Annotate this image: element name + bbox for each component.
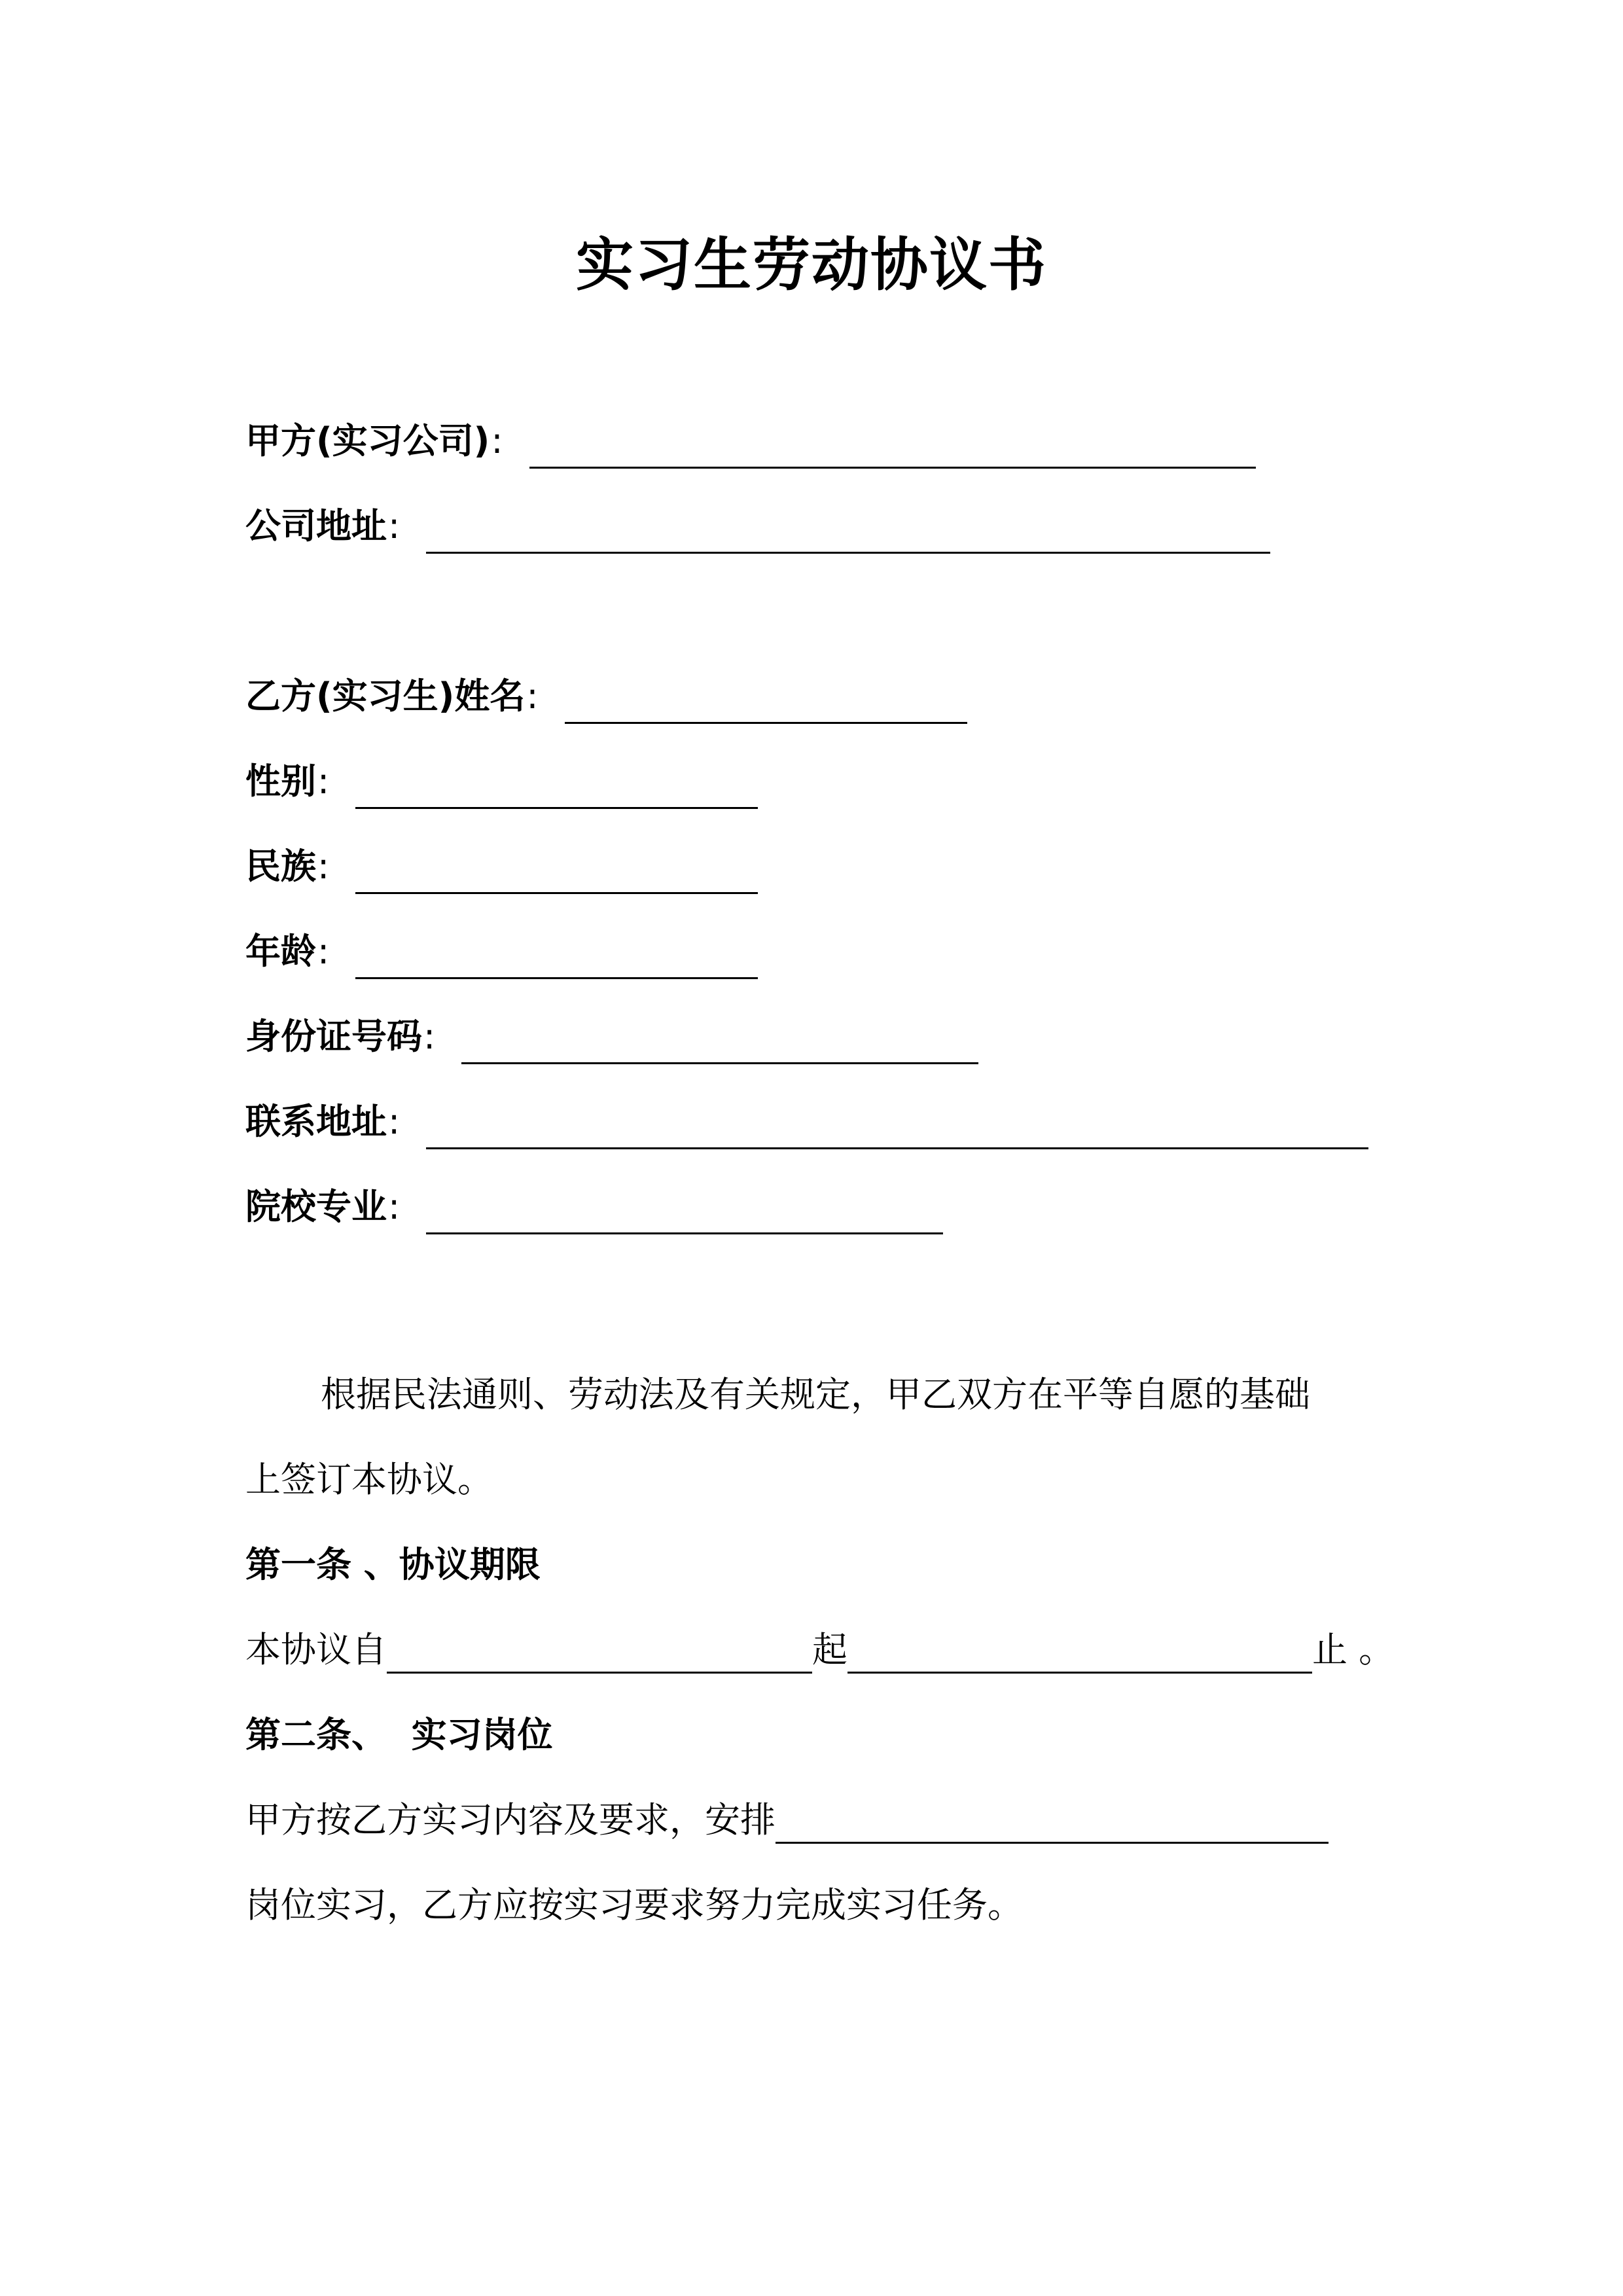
company-address-colon: : (388, 505, 401, 547)
id-number-label: 身份证号码 (245, 1016, 422, 1057)
ethnicity-label: 民族 (245, 846, 316, 887)
article1-text-mid: 起 (812, 1629, 847, 1670)
ethnicity-field (245, 831, 758, 890)
company-address-label: 公司地址 (245, 505, 387, 547)
article1-text (245, 1626, 1397, 1674)
article2-position-blank[interactable] (776, 1799, 1329, 1844)
company-address-field (245, 491, 1270, 550)
school-major-label: 院校专业 (245, 1186, 387, 1227)
age-label: 年龄 (245, 931, 316, 972)
gender-blank-line[interactable] (355, 761, 758, 809)
article1-text-prefix: 本协议自 (245, 1629, 387, 1670)
article2-text-line2: 岗位实习，乙方应按实习要求努力完成实习任务。 (245, 1884, 1023, 1926)
student-name-field (245, 661, 967, 720)
article1-start-date-blank[interactable] (387, 1628, 812, 1674)
gender-label: 性别 (245, 761, 316, 802)
contact-address-blank-line[interactable] (426, 1102, 1368, 1149)
id-number-field (245, 1001, 978, 1060)
intro-paragraph-line1: 根据民法通则、劳动法及有关规定，甲乙双方在平等自愿的基础 (321, 1374, 1310, 1415)
company-field (245, 406, 1256, 465)
article2-text-line1 (245, 1797, 1397, 1844)
article1-text-end: 止 。 (1312, 1629, 1395, 1670)
company-colon: : (491, 420, 503, 461)
article2-text-prefix: 甲方按乙方实习内容及要求，安排 (245, 1799, 776, 1840)
article1-heading: 第一条 、协议期限 (245, 1544, 541, 1585)
id-number-colon: : (423, 1016, 436, 1057)
student-name-blank-line[interactable] (565, 676, 967, 724)
gender-colon: : (317, 761, 330, 802)
age-field (245, 916, 758, 975)
age-colon: : (317, 931, 330, 972)
school-major-field (245, 1172, 943, 1230)
student-name-label: 乙方(实习生)姓名 (245, 675, 526, 717)
article2-heading: 第二条、 实习岗位 (245, 1714, 553, 1755)
gender-field (245, 746, 758, 805)
age-blank-line[interactable] (355, 931, 758, 979)
student-name-colon: : (526, 675, 539, 717)
company-label: 甲方(实习公司) (245, 420, 490, 461)
ethnicity-blank-line[interactable] (355, 846, 758, 894)
school-major-colon: : (388, 1186, 401, 1227)
company-address-blank-line[interactable] (426, 506, 1270, 554)
ethnicity-colon: : (317, 846, 330, 887)
document-title: 实习生劳动协议书 (575, 231, 1047, 298)
intro-paragraph-line2: 上签订本协议。 (245, 1459, 493, 1500)
company-blank-line[interactable] (529, 421, 1256, 469)
contact-address-colon: : (388, 1101, 401, 1142)
contact-address-field (245, 1086, 1368, 1145)
id-number-blank-line[interactable] (461, 1016, 978, 1064)
contact-address-label: 联系地址 (245, 1101, 387, 1142)
article1-end-date-blank[interactable] (847, 1628, 1312, 1674)
school-major-blank-line[interactable] (426, 1187, 943, 1234)
